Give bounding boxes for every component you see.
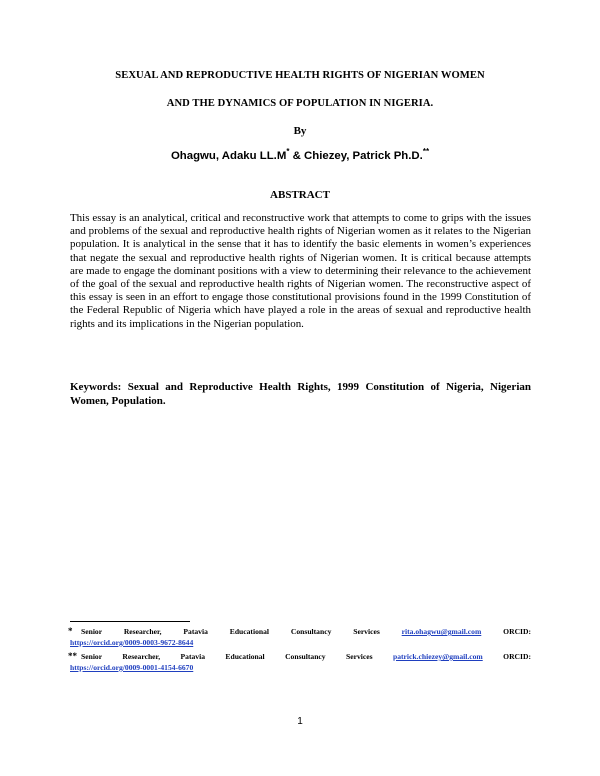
author-2-footnote-mark[interactable]: ** [422, 147, 430, 156]
author-2-name: Chiezey, Patrick Ph.D. [304, 150, 423, 162]
footnote-1-email-link[interactable]: rita.ohagwu@gmail.com [401, 627, 482, 636]
footnote-1-line [70, 626, 531, 637]
footnote-2-line [70, 651, 531, 662]
paper-title-line-2: AND THE DYNAMICS OF POPULATION IN NIGERIA. [166, 98, 434, 109]
abstract-body: This essay is an analytical, critical and reconstructive work that attempts to come to grips with the issues and problems of the sexual and reproductive health rights of Nigerian women as it relates to the Nigerian population. It is analytical in the sense that it has to identify the basic elements in women’s experiences that negate the sexual and reproductive health rights of Nigerian women. It is critical because attempts are made to engage the dominant positions with a view to determining their relevance to the achievement of the goal of the sexual and reproductive health rights of Nigerian women. The reconstructive aspect of this essay is seen in an effort to engage those constitutional provisions found in the 1999 Constitution of the Federal Republic of Nigeria which have played a role in the areas of sexual and reproductive health rights and its implications in the Nigerian population. [70, 212, 531, 330]
footnote-2-orcid-link[interactable]: https://orcid.org/0009-0001-4154-6670 [70, 663, 194, 672]
footnote-2 [70, 651, 531, 673]
footnote-2-orcid-label: ORCID: [503, 652, 531, 661]
footnote-2-affiliation: Senior Researcher, Patavia Educational Consultancy Services [81, 652, 373, 661]
author-1-footnote-mark[interactable]: * [286, 147, 290, 156]
keywords: Keywords: Sexual and Reproductive Health Rights, 1999 Constitution of Nigeria, Nigerian Women, Population. [70, 381, 531, 407]
footnote-2-mark: ** [68, 651, 77, 661]
footnote-1-affiliation: Senior Researcher, Patavia Educational Consultancy Services [81, 627, 380, 636]
footnote-2-email-link[interactable]: patrick.chiezey@gmail.com [393, 652, 483, 661]
author-line [0, 147, 600, 162]
author-separator: & [289, 150, 305, 162]
author-1-name: Ohagwu, Adaku LL.M [170, 150, 287, 162]
page-number: 1 [297, 716, 303, 727]
footnote-1 [70, 626, 531, 648]
footnote-1-mark: * [68, 626, 73, 636]
paper-title-line-1: SEXUAL AND REPRODUCTIVE HEALTH RIGHTS OF NIGERIAN WOMEN [115, 70, 485, 81]
footnote-1-orcid-label: ORCID: [503, 627, 532, 636]
by-label: By [293, 125, 307, 137]
footnote-separator [70, 621, 190, 622]
footnote-1-orcid-link[interactable]: https://orcid.org/0009-0003-9672-8644 [70, 638, 194, 647]
abstract-heading: ABSTRACT [270, 189, 330, 201]
